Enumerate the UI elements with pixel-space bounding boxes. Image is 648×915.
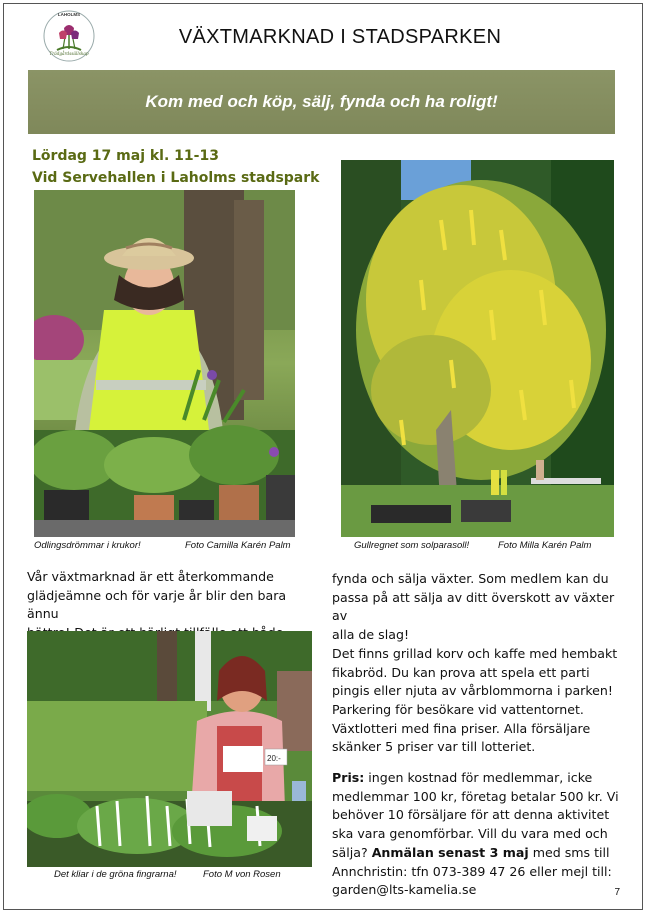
contact-line: Annchristin: tfn 073-389 47 26 eller mejl till: (332, 863, 612, 879)
logo-text-top: LAHOLMS (57, 12, 81, 17)
text-line: behöver 10 försäljare för att denna aktivitet (332, 807, 610, 823)
banner-text: Kom med och köp, sälj, fynda och ha roligt! (145, 92, 498, 111)
text-line: glädjeämne och för varje år blir den bara ännu (27, 587, 287, 622)
text-line: sälja? (332, 844, 372, 860)
photo-seedlings-woman (27, 631, 312, 867)
photo-caption-2-left: Gullregnet som solparasoll! (354, 540, 470, 551)
page-number: 7 (614, 887, 620, 898)
price-paragraph (332, 769, 628, 900)
photo-caption-1-left: Odlingsdrömmar i krukor! (34, 540, 141, 551)
text-line: ingen kostnad för medlemmar, icke (364, 770, 593, 786)
event-date: Lördag 17 maj kl. 11-13 (32, 148, 219, 164)
text-line: Vår växtmarknad är ett återkommande (27, 569, 274, 584)
society-logo (42, 9, 96, 63)
text-line: med sms till (528, 844, 610, 860)
signup-deadline: Anmälan senast 3 maj (371, 844, 529, 860)
banner (28, 70, 615, 134)
photo-caption-1-right: Foto Camilla Karén Palm (185, 540, 291, 551)
text-line: alla de slag! (332, 627, 410, 643)
text-line: pingis eller njuta av vårblommorna i parken! (332, 683, 613, 699)
article-right-column (332, 570, 628, 900)
text-line: skänker 5 priser var till lotteriet. (332, 739, 536, 755)
photo-laburnum-tree (341, 160, 614, 537)
page-title: VÄXTMARKNAD I STADSPARKEN (178, 26, 502, 48)
photo-caption-3-right: Foto M von Rosen (203, 869, 281, 880)
contact-email[interactable]: garden@lts-kamelia.se (332, 882, 477, 898)
text-line: medlemmar 100 kr, företag betalar 500 kr. Vi (332, 788, 619, 804)
event-info (32, 145, 319, 189)
price-label: Pris: (332, 770, 365, 786)
logo-text-bottom: Trädgårdssällskap (49, 51, 89, 56)
text-line: Det finns grillad korv och kaffe med hembakt (332, 645, 618, 661)
text-line: passa på att sälja av ditt överskott av växter av (332, 589, 615, 624)
text-line: Växtlotteri med fina priser. Alla försäljare (332, 720, 591, 736)
photo-plants-woman (34, 190, 295, 537)
text-line: ska vara genomförbar. Vill du vara med och (332, 826, 608, 842)
event-place: Vid Servehallen i Laholms stadspark (32, 170, 320, 186)
photo-caption-3-left: Det kliar i de gröna fingrarna! (54, 869, 177, 880)
text-line: Parkering för besökare vid vattentornet. (332, 701, 584, 717)
price-tag: 20:- (267, 754, 281, 763)
text-line: fikabröd. Du kan prova att spela ett parti (332, 664, 590, 680)
photo-caption-2-right: Foto Milla Karén Palm (498, 540, 592, 551)
text-line: fynda och sälja växter. Som medlem kan du (332, 571, 609, 586)
